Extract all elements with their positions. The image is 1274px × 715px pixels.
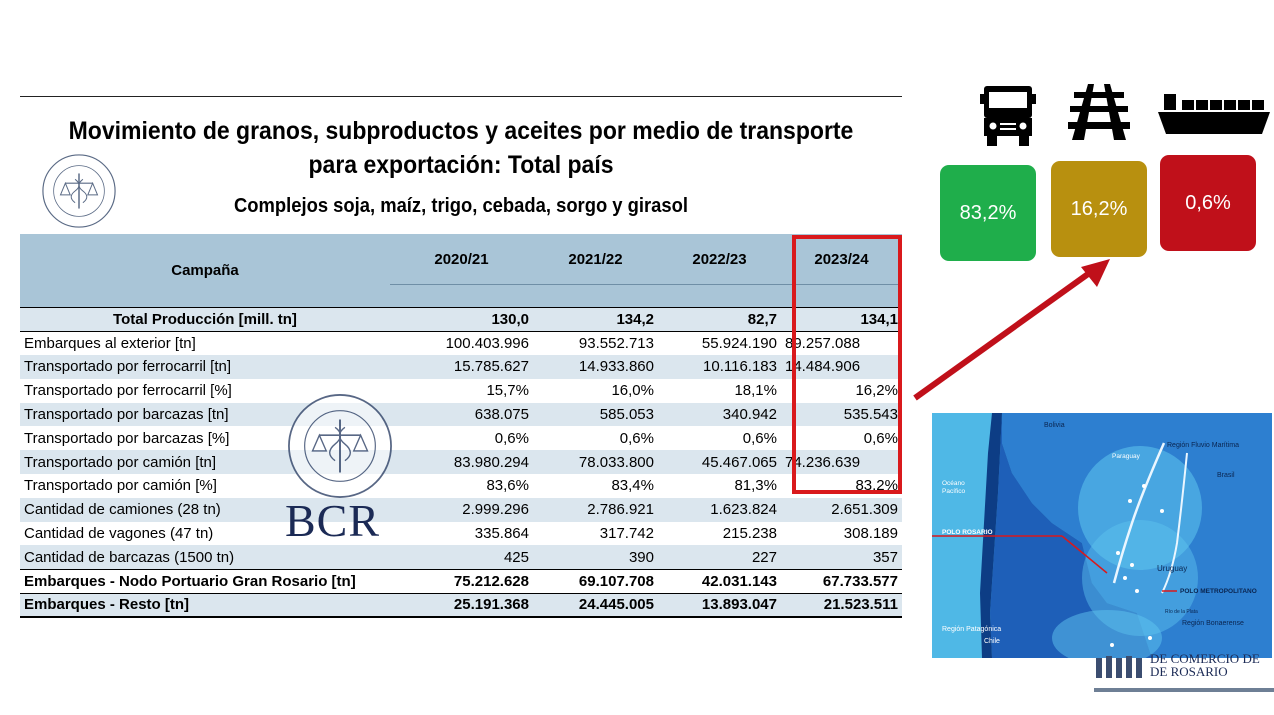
truck-share-badge: 83,2% [940, 165, 1036, 261]
cell: 317.742 [533, 522, 658, 546]
argentina-ports-map [932, 413, 1272, 658]
cell: 0,6% [390, 426, 533, 450]
cell: 2.651.309 [781, 498, 902, 522]
row-label: Cantidad de vagones (47 tn) [20, 522, 390, 546]
table-row [20, 450, 902, 474]
table-row [20, 355, 902, 379]
row-label: Embarques - Nodo Portuario Gran Rosario [tn] [20, 569, 390, 593]
cell: 425 [390, 545, 533, 569]
cell: 14.484.906 [781, 355, 902, 379]
map-label-brasil: Brasil [1217, 472, 1235, 479]
cell: 83,2% [781, 474, 902, 498]
cell: 215.238 [658, 522, 781, 546]
map-label-chile: Chile [984, 638, 1000, 645]
cell: 100.403.996 [390, 331, 533, 355]
cell: 15,7% [390, 379, 533, 403]
row-label: Cantidad de camiones (28 tn) [20, 498, 390, 522]
cell: 83,6% [390, 474, 533, 498]
bcr-seal-small-icon [40, 152, 118, 230]
cell: 1.623.824 [658, 498, 781, 522]
map-label-oceano-2: Pacífico [942, 488, 966, 495]
logo-text [1150, 652, 1260, 678]
cell: 15.785.627 [390, 355, 533, 379]
cell: 340.942 [658, 403, 781, 427]
map-label-fluvio: Región Fluvio Marítima [1167, 442, 1239, 449]
map-label-bonaerense: Región Bonaerense [1182, 620, 1244, 627]
row-label: Transportado por barcazas [tn] [20, 403, 390, 427]
cell: 10.116.183 [658, 355, 781, 379]
cell: 2.999.296 [390, 498, 533, 522]
table-row-production [20, 308, 902, 332]
table-row [20, 379, 902, 403]
map-label-uruguay: Uruguay [1157, 564, 1188, 573]
title-line-2: para exportación: Total país [308, 151, 614, 179]
cell: 82,7 [658, 308, 781, 332]
cell: 25.191.368 [390, 593, 533, 617]
row-label: Transportado por camión [tn] [20, 450, 390, 474]
map-label-bolivia: Bolivia [1044, 422, 1065, 429]
row-label: Transportado por barcazas [%] [20, 426, 390, 450]
bcr-wordmark: BCR [285, 495, 381, 546]
map-label-patagonica: Región Patagónica [942, 626, 1002, 633]
table-row [20, 522, 902, 546]
cell: 585.053 [533, 403, 658, 427]
cell: 18,1% [658, 379, 781, 403]
cell: 74.236.639 [781, 450, 902, 474]
cell: 93.552.713 [533, 331, 658, 355]
cell: 83.980.294 [390, 450, 533, 474]
cell: 308.189 [781, 522, 902, 546]
map-label-polo-rosario: POLO ROSARIO [942, 529, 993, 536]
cell: 16,0% [533, 379, 658, 403]
highlight-2023-24-column [792, 235, 902, 494]
cell: 638.075 [390, 403, 533, 427]
row-label: Embarques - Resto [tn] [20, 593, 390, 617]
header-year: 2023/24 [781, 234, 902, 285]
cell: 13.893.047 [658, 593, 781, 617]
table-row [20, 426, 902, 450]
table-row [20, 545, 902, 569]
map-label-oceano-1: Océano [942, 480, 965, 487]
cell: 45.467.065 [658, 450, 781, 474]
table-row [20, 403, 902, 427]
header-year: 2021/22 [533, 234, 658, 285]
cell: 357 [781, 545, 902, 569]
row-label: Transportado por camión [%] [20, 474, 390, 498]
cell: 69.107.708 [533, 569, 658, 593]
cell: 535.543 [781, 403, 902, 427]
cell: 0,6% [533, 426, 658, 450]
header-campana: Campaña [20, 234, 390, 308]
ship-share-badge: 0,6% [1160, 155, 1256, 251]
row-label: Total Producción [mill. tn] [20, 308, 390, 332]
row-label: Embarques al exterior [tn] [20, 331, 390, 355]
cell: 16,2% [781, 379, 902, 403]
title-rule [20, 96, 902, 97]
cell: 0,6% [781, 426, 902, 450]
cell: 24.445.005 [533, 593, 658, 617]
map-label-polo-metropolitano: POLO METROPOLITANO [1180, 588, 1257, 595]
row-label: Transportado por ferrocarril [tn] [20, 355, 390, 379]
cell: 134,1 [781, 308, 902, 332]
pointer-arrow-icon [905, 255, 1125, 415]
table-row-total [20, 569, 902, 593]
cell: 335.864 [390, 522, 533, 546]
header-year: 2020/21 [390, 234, 533, 285]
table-header-row [20, 234, 902, 285]
map-label-rio-plata: Río de la Plata [1165, 609, 1198, 615]
cell: 134,2 [533, 308, 658, 332]
table-row [20, 331, 902, 355]
cell: 42.031.143 [658, 569, 781, 593]
cell: 78.033.800 [533, 450, 658, 474]
cell: 75.212.628 [390, 569, 533, 593]
page-subtitle: Complejos soja, maíz, trigo, cebada, sorgo y girasol [234, 195, 688, 217]
cell: 130,0 [390, 308, 533, 332]
logo-text-line-1: DE COMERCIO DE [1150, 651, 1260, 666]
page-title [55, 114, 866, 182]
table-row [20, 498, 902, 522]
row-label: Transportado por ferrocarril [%] [20, 379, 390, 403]
cell: 55.924.190 [658, 331, 781, 355]
map-label-paraguay: Paraguay [1112, 453, 1140, 460]
table-row [20, 474, 902, 498]
title-line-1: Movimiento de granos, subproductos y aceites por medio de transporte [68, 117, 854, 145]
truck-icon [978, 84, 1038, 148]
cell: 89.257.088 [781, 331, 902, 355]
cell: 0,6% [658, 426, 781, 450]
rail-share-badge: 16,2% [1051, 161, 1147, 257]
cell: 390 [533, 545, 658, 569]
row-label: Cantidad de barcazas (1500 tn) [20, 545, 390, 569]
cell: 67.733.577 [781, 569, 902, 593]
cell: 81,3% [658, 474, 781, 498]
logo-underline [1094, 688, 1274, 692]
cell: 21.523.511 [781, 593, 902, 617]
cell: 227 [658, 545, 781, 569]
cell: 14.933.860 [533, 355, 658, 379]
cell: 2.786.921 [533, 498, 658, 522]
rail-icon [1066, 84, 1132, 140]
ship-icon [1158, 94, 1270, 136]
header-year: 2022/23 [658, 234, 781, 285]
transport-table [20, 234, 902, 618]
table-row-total [20, 593, 902, 617]
logo-text-line-2: DE ROSARIO [1150, 664, 1228, 679]
cell: 83,4% [533, 474, 658, 498]
bcr-seal-watermark-icon [286, 392, 394, 500]
